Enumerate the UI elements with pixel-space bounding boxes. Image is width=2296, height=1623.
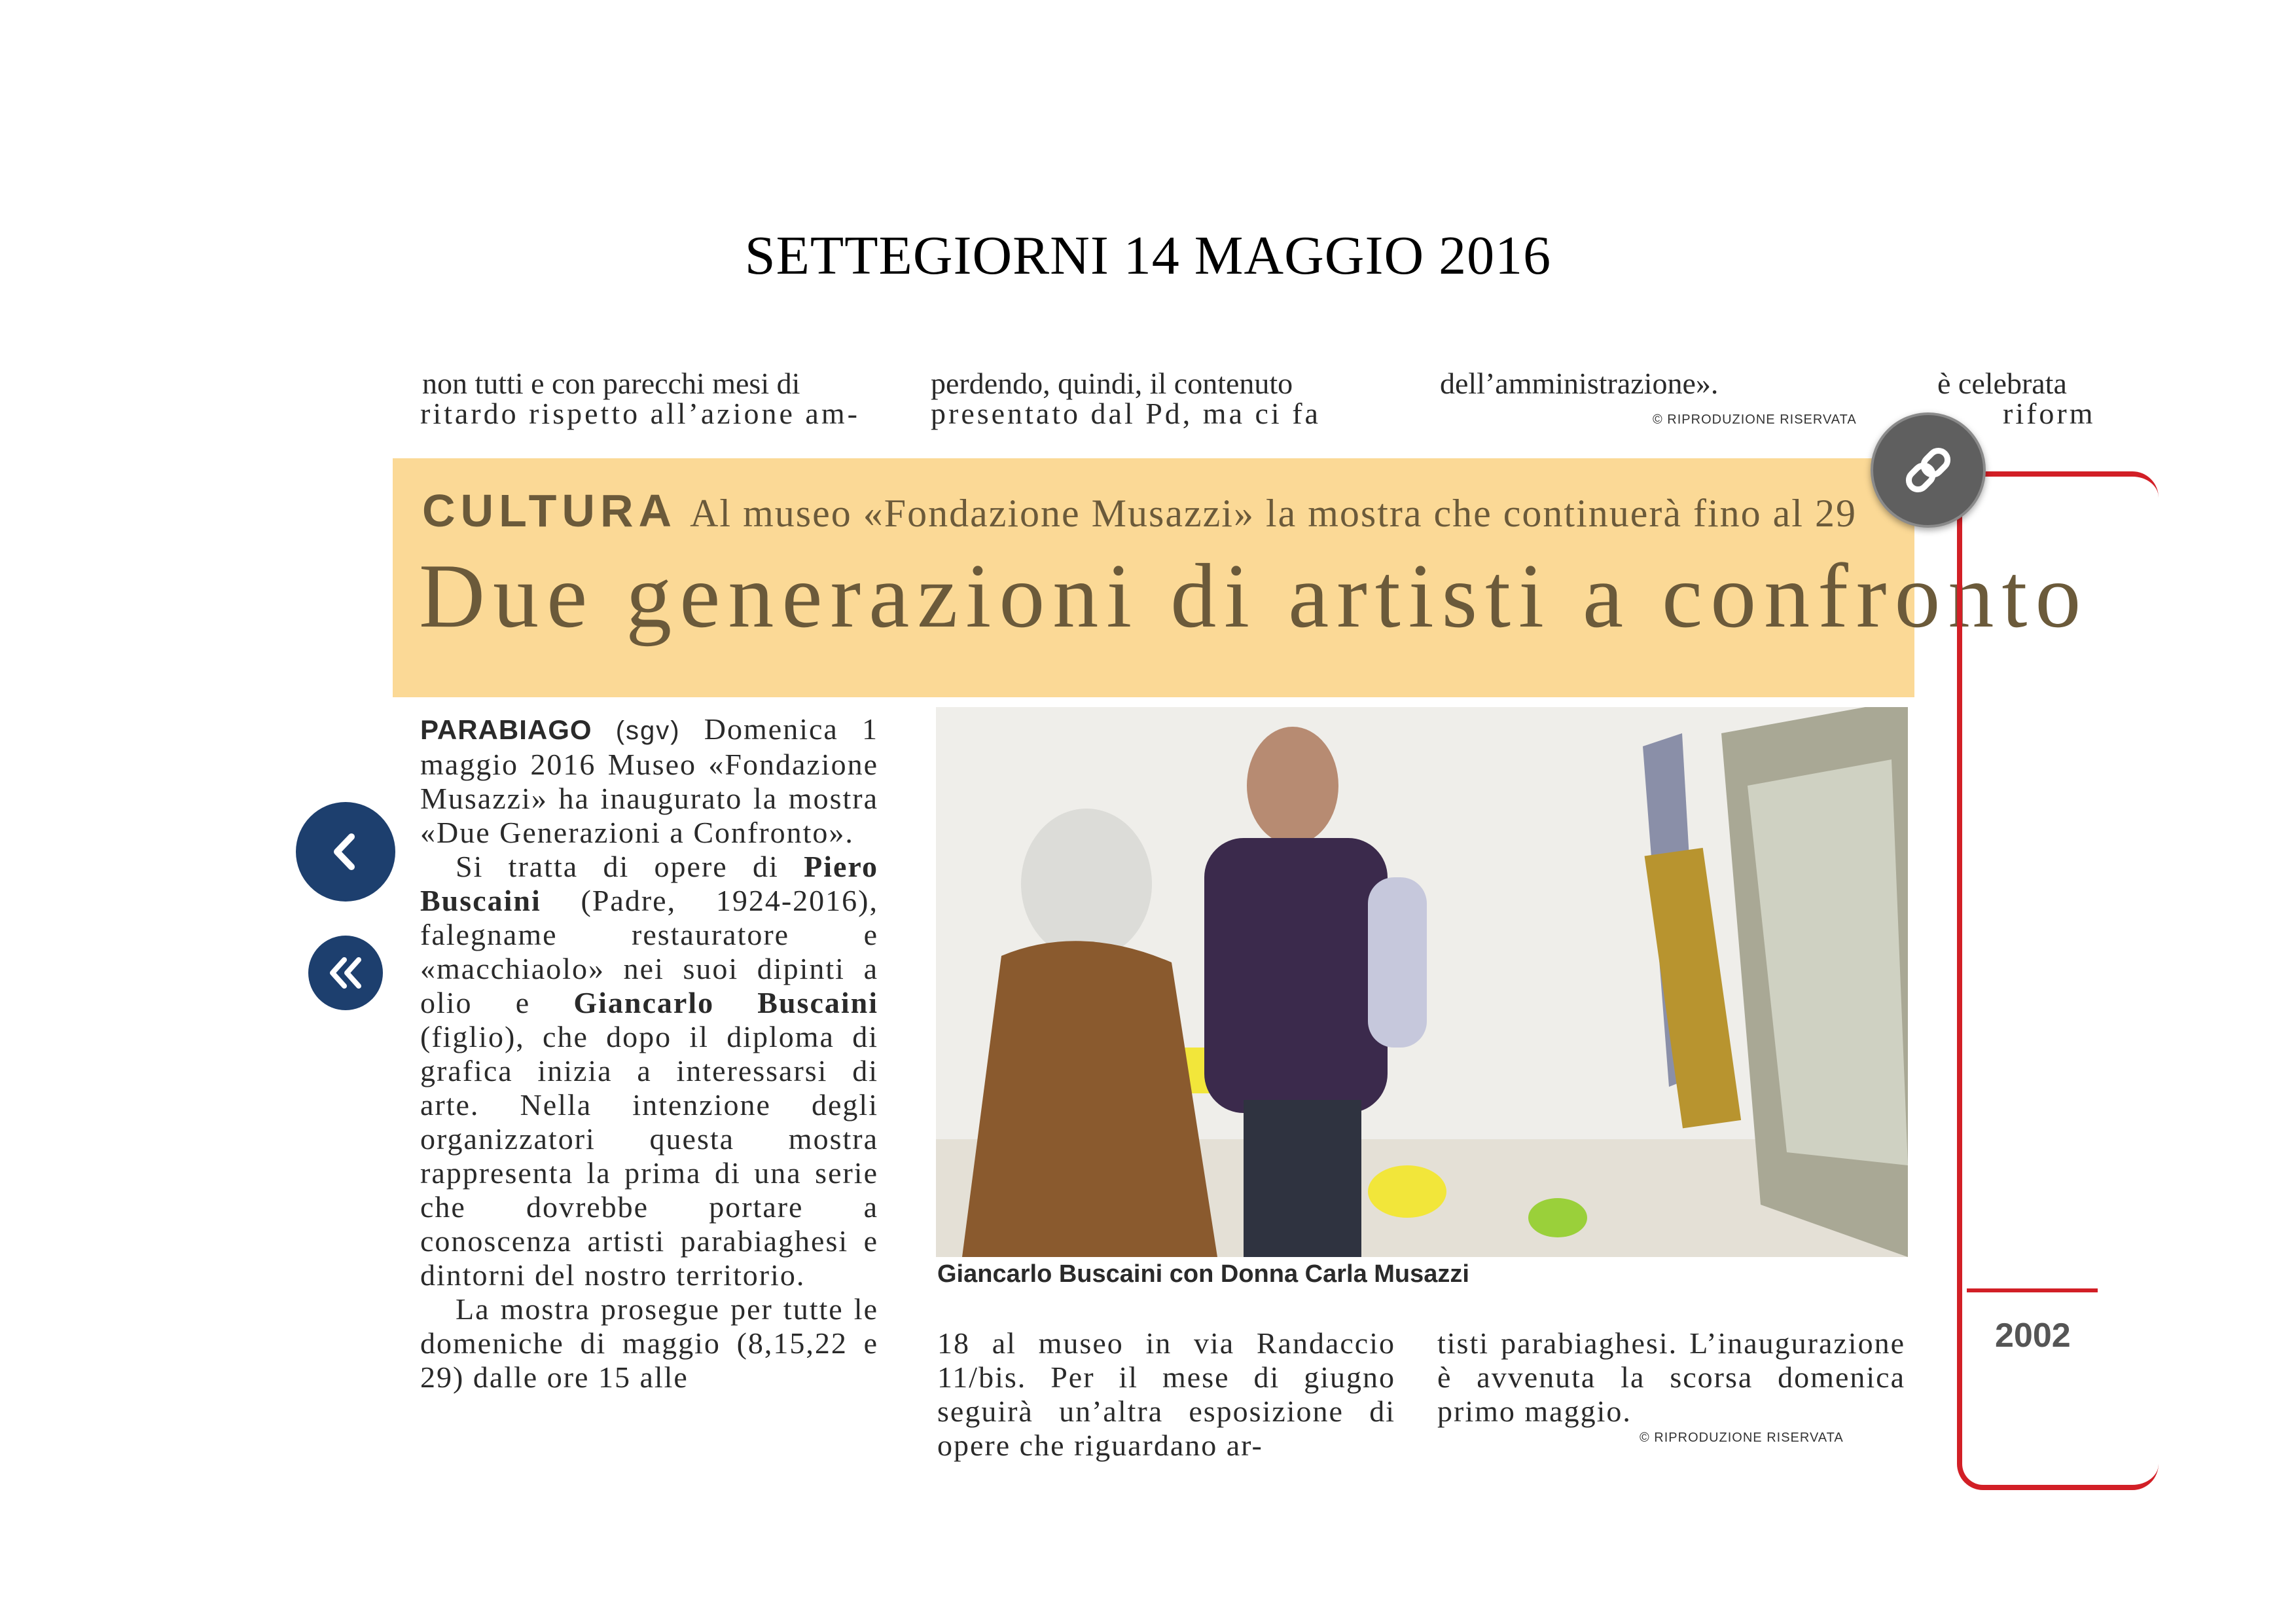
- adjacent-article-year: 2002: [1995, 1317, 2071, 1355]
- section-tag: CULTURA: [422, 485, 677, 536]
- photo-caption: Giancarlo Buscaini con Donna Carla Musazzi: [937, 1260, 1469, 1288]
- previous-article-fragment-4: è celebrata: [1937, 367, 2067, 400]
- byline: (sgv): [615, 716, 681, 745]
- artist-name-2: Giancarlo Buscaini: [573, 986, 879, 1019]
- previous-article-copyright: © RIPRODUZIONE RISERVATA: [1653, 412, 1857, 427]
- copy-link-button[interactable]: [1871, 412, 1986, 528]
- paragraph-3: La mostra prosegue per tutte le domeniche di maggio (8,15,22 e 29) dalle ore 15 alle: [420, 1292, 878, 1394]
- paragraph-2-rest: (figlio), che dopo il diploma di grafica inizia a interessarsi di arte. Nella intenzione degli organizzatori questa mostra rappresenta la prima di una serie che dovrebbe portare a conoscenza artisti parabiaghesi e dintorni del nostro territorio.: [420, 1020, 878, 1292]
- subheadline: Al museo «Fondazione Musazzi» la mostra che continuerà fino al 29: [690, 492, 1857, 535]
- previous-article-line-2: presentato dal Pd, ma ci fa: [931, 397, 1321, 430]
- photo-illustration: [936, 707, 1908, 1257]
- article-photo: [936, 707, 1908, 1257]
- paragraph-1: Domenica 1 maggio 2016 Museo «Fondazione Musazzi» ha inaugurato la mostra «Due Generazioni a Confronto».: [420, 712, 878, 849]
- headline-banner: [393, 458, 2089, 697]
- article-clipping: [393, 367, 2096, 1467]
- previous-article-fragment-1: non tutti e con parecchi mesi di: [422, 367, 800, 400]
- chevron-left-icon: [323, 829, 368, 875]
- previous-page-button[interactable]: [296, 802, 395, 902]
- artist-name-1: Piero Buscaini: [420, 850, 878, 917]
- previous-article-line-1: ritardo rispetto all’azione am-: [420, 397, 860, 430]
- headline: Due generazioni di artisti a confronto: [419, 545, 2089, 647]
- page-title: SETTEGIORNI 14 MAGGIO 2016: [744, 225, 1552, 286]
- paragraph-2-lead: Si tratta di opere di: [456, 850, 779, 883]
- first-page-button[interactable]: [308, 936, 383, 1010]
- article-column-3: tisti parabiaghesi. L’inaugurazione è avvenuta la scorsa domenica primo maggio.: [1437, 1326, 1905, 1428]
- paragraph-2-mid: (Padre, 1924-2016), falegname restauratore e «macchiaolo» nei suoi dipinti a olio e: [420, 884, 878, 1019]
- link-icon: [1895, 437, 1961, 503]
- previous-article-fragment-3: dell’amministrazione».: [1440, 367, 1719, 400]
- dateline: PARABIAGO: [420, 714, 592, 745]
- adjacent-article-divider: [1967, 1288, 2098, 1292]
- article-column-1: [420, 712, 878, 1395]
- double-chevron-left-icon: [325, 952, 367, 994]
- kicker-line: [422, 484, 1857, 537]
- article-copyright: © RIPRODUZIONE RISERVATA: [1640, 1431, 1844, 1445]
- article-column-2: 18 al museo in via Randaccio 11/bis. Per il mese di giugno seguirà un’altra esposizione di opere che riguardano ar-: [937, 1326, 1395, 1462]
- previous-article-fragment-2: perdendo, quindi, il contenuto: [931, 367, 1293, 400]
- previous-article-line-4: riform: [2003, 397, 2096, 430]
